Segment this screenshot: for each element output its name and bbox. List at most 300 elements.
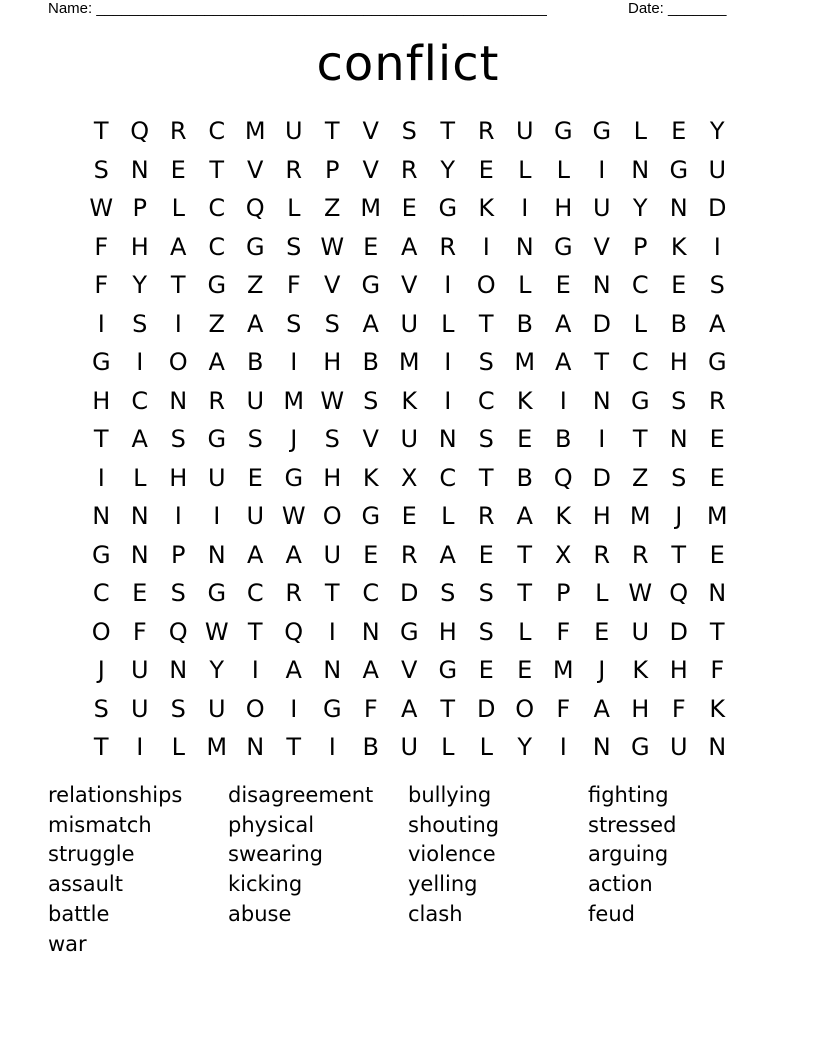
grid-letter: A [593, 694, 610, 723]
grid-letter: A [247, 309, 264, 338]
grid-letter: W [204, 617, 229, 646]
grid-letter: I [251, 656, 259, 684]
grid-row [82, 536, 742, 575]
grid-letter: G [91, 540, 111, 569]
grid-letter: G [91, 348, 111, 376]
grid-letter: U [207, 463, 226, 492]
grid-letter: G [207, 579, 227, 607]
grid-letter: M [206, 733, 228, 761]
grid-letter: I [482, 232, 490, 261]
grid-letter: V [362, 155, 379, 184]
grid-letter: T [209, 155, 225, 184]
grid-letter: G [361, 502, 381, 530]
grid-letter: L [556, 155, 570, 184]
grid-letter: C [439, 463, 457, 492]
grid-row [82, 728, 742, 767]
grid-letter: Q [669, 579, 689, 607]
grid-letter: R [400, 540, 418, 569]
grid-letter: G [553, 232, 573, 261]
grid-letter: E [132, 579, 148, 607]
grid-letter: T [93, 117, 109, 145]
grid-letter: M [514, 348, 536, 376]
word-list-item: assault [48, 872, 123, 897]
grid-letter: E [671, 271, 687, 299]
grid-letter: E [401, 194, 417, 222]
grid-letter: I [97, 309, 105, 338]
grid-letter: G [438, 194, 458, 222]
grid-letter: A [555, 309, 572, 338]
grid-letter: E [517, 425, 533, 453]
grid-letter: S [440, 579, 456, 607]
word-list-item: physical [228, 812, 315, 837]
grid-letter: N [169, 386, 188, 415]
grid-letter: V [401, 656, 418, 684]
grid-letter: Y [209, 656, 225, 684]
grid-row [82, 497, 742, 536]
grid-letter: F [363, 694, 378, 723]
grid-letter: I [174, 309, 182, 338]
grid-letter: Z [632, 463, 649, 492]
grid-letter: L [287, 194, 301, 222]
grid-letter: T [286, 733, 302, 761]
grid-letter: R [285, 579, 303, 607]
grid-letter: S [478, 348, 494, 376]
grid-letter: K [362, 463, 379, 492]
grid-letter: I [136, 348, 144, 376]
grid-letter: K [401, 386, 418, 415]
grid-letter: U [130, 656, 149, 684]
grid-letter: L [441, 502, 455, 530]
grid-letter: Q [245, 194, 265, 222]
grid-letter: R [631, 540, 649, 569]
word-list-item: battle [48, 901, 110, 926]
page-title: conflict [316, 36, 500, 92]
grid-letter: T [671, 540, 687, 569]
word-list-item: arguing [588, 842, 669, 867]
grid-letter: J [97, 656, 105, 684]
grid-letter: S [170, 579, 186, 607]
grid-letter: C [246, 579, 264, 607]
grid-letter: G [322, 694, 342, 723]
grid-letter: N [592, 386, 611, 415]
grid-letter: N [669, 194, 688, 222]
grid-letter: U [130, 694, 149, 723]
grid-letter: B [247, 348, 264, 376]
grid-letter: H [554, 194, 573, 222]
grid-letter: U [592, 194, 611, 222]
word-list-item: stressed [588, 812, 677, 837]
grid-letter: T [594, 348, 610, 376]
grid-letter: K [478, 194, 495, 222]
grid-letter: Z [247, 271, 264, 299]
grid-row [82, 266, 742, 305]
grid-letter: C [92, 579, 110, 607]
grid-letter: C [131, 386, 149, 415]
grid-letter: R [708, 386, 726, 415]
word-list-item: fighting [588, 783, 669, 807]
word-list-item: feud [588, 901, 635, 926]
grid-letter: K [709, 694, 726, 723]
grid-letter: C [208, 117, 226, 145]
grid-row [82, 112, 742, 151]
grid-letter: N [438, 425, 457, 453]
date-field-label: Date: _______ [628, 0, 727, 17]
grid-letter: I [97, 463, 105, 492]
grid-letter: U [284, 117, 303, 145]
grid-letter: T [440, 694, 456, 723]
grid-letter: I [521, 194, 529, 222]
grid-letter: S [478, 579, 494, 607]
grid-letter: Q [553, 463, 573, 492]
grid-letter: P [171, 540, 186, 569]
grid-letter: R [169, 117, 187, 145]
grid-letter: H [669, 656, 688, 684]
grid-letter: H [92, 386, 111, 415]
grid-letter: S [93, 155, 109, 184]
grid-letter: U [246, 502, 265, 530]
grid-row [82, 343, 742, 382]
grid-letter: E [363, 540, 379, 569]
grid-letter: R [477, 502, 495, 530]
grid-letter: I [290, 694, 298, 723]
grid-letter: R [477, 117, 495, 145]
grid-letter: E [478, 540, 494, 569]
grid-letter: B [555, 425, 572, 453]
grid-letter: A [285, 656, 302, 684]
grid-letter: Y [632, 194, 648, 222]
grid-letter: P [633, 232, 648, 261]
grid-letter: U [708, 155, 727, 184]
grid-letter: G [707, 348, 727, 376]
grid-letter: P [556, 579, 571, 607]
grid-letter: C [631, 348, 649, 376]
grid-letter: S [324, 309, 340, 338]
grid-letter: S [401, 117, 417, 145]
grid-letter: D [669, 617, 688, 646]
grid-letter: I [444, 348, 452, 376]
grid-letter: G [207, 425, 227, 453]
word-list-item: struggle [48, 842, 135, 867]
name-field-label: Name: ______________________________________________________ [48, 0, 547, 17]
grid-letter: W [89, 194, 114, 222]
grid-letter: Y [132, 271, 148, 299]
grid-letter: D [592, 309, 611, 338]
grid-letter: E [517, 656, 533, 684]
grid-letter: L [441, 733, 455, 761]
grid-letter: T [478, 309, 494, 338]
grid-letter: U [400, 309, 419, 338]
grid-letter: V [362, 425, 379, 453]
grid-letter: U [515, 117, 534, 145]
grid-letter: T [709, 617, 725, 646]
grid-letter: A [439, 540, 456, 569]
grid-letter: C [362, 579, 380, 607]
grid-row [82, 690, 742, 729]
grid-letter: H [130, 232, 149, 261]
grid-letter: Z [324, 194, 341, 222]
grid-letter: E [709, 425, 725, 453]
grid-letter: O [515, 694, 535, 723]
grid-letter: F [132, 617, 147, 646]
grid-letter: B [362, 348, 379, 376]
letter-grid [82, 112, 742, 767]
grid-letter: F [94, 232, 109, 261]
grid-letter: G [438, 656, 458, 684]
grid-letter: U [669, 733, 688, 761]
grid-letter: A [555, 348, 572, 376]
word-list-item: relationships [48, 783, 183, 807]
grid-letter: N [246, 733, 265, 761]
grid-letter: G [630, 386, 650, 415]
grid-letter: R [439, 232, 457, 261]
grid-letter: U [631, 617, 650, 646]
grid-letter: Z [208, 309, 225, 338]
grid-letter: N [592, 733, 611, 761]
grid-letter: U [207, 694, 226, 723]
grid-letter: T [247, 617, 263, 646]
grid-letter: H [669, 348, 688, 376]
grid-letter: E [709, 540, 725, 569]
grid-letter: W [320, 232, 345, 261]
grid-letter: H [592, 502, 611, 530]
grid-letter: F [671, 694, 686, 723]
grid-letter: U [400, 733, 419, 761]
grid-row [82, 305, 742, 344]
grid-letter: K [670, 232, 687, 261]
grid-letter: W [628, 579, 653, 607]
grid-letter: R [285, 155, 303, 184]
grid-letter: B [516, 309, 533, 338]
grid-letter: N [708, 579, 727, 607]
grid-letter: S [132, 309, 148, 338]
word-list-item: yelling [408, 872, 478, 897]
grid-row [82, 382, 742, 421]
word-list-item: mismatch [48, 812, 152, 837]
grid-letter: T [632, 425, 648, 453]
grid-letter: I [598, 155, 606, 184]
grid-letter: L [518, 617, 532, 646]
grid-letter: U [323, 540, 342, 569]
grid-letter: A [362, 656, 379, 684]
grid-letter: F [556, 617, 571, 646]
grid-letter: T [517, 540, 533, 569]
grid-letter: D [477, 694, 496, 723]
grid-letter: B [516, 463, 533, 492]
grid-letter: N [130, 540, 149, 569]
grid-letter: H [169, 463, 188, 492]
grid-letter: W [281, 502, 306, 530]
grid-letter: A [170, 232, 187, 261]
grid-letter: S [286, 232, 302, 261]
grid-letter: L [518, 271, 532, 299]
grid-letter: I [559, 386, 567, 415]
grid-letter: I [713, 232, 721, 261]
grid-letter: N [92, 502, 111, 530]
grid-letter: L [133, 463, 147, 492]
grid-letter: G [669, 155, 689, 184]
grid-letter: N [130, 502, 149, 530]
grid-letter: J [290, 425, 298, 453]
grid-letter: O [245, 694, 265, 723]
grid-letter: I [444, 271, 452, 299]
grid-letter: E [401, 502, 417, 530]
header [48, 0, 748, 22]
grid-letter: E [594, 617, 610, 646]
grid-row [82, 574, 742, 613]
grid-letter: E [478, 656, 494, 684]
word-list-item: abuse [228, 901, 292, 926]
grid-letter: F [556, 694, 571, 723]
grid-letter: V [247, 155, 264, 184]
grid-letter: U [400, 425, 419, 453]
grid-letter: S [324, 425, 340, 453]
grid-letter: N [130, 155, 149, 184]
grid-row [82, 651, 742, 690]
grid-letter: L [633, 309, 647, 338]
grid-letter: M [398, 348, 420, 376]
grid-letter: B [362, 733, 379, 761]
grid-letter: Y [517, 733, 533, 761]
grid-letter: W [320, 386, 345, 415]
grid-letter: I [290, 348, 298, 376]
grid-letter: N [669, 425, 688, 453]
grid-letter: S [170, 425, 186, 453]
grid-letter: U [246, 386, 265, 415]
grid-letter: A [362, 309, 379, 338]
grid-letter: L [633, 117, 647, 145]
grid-letter: S [671, 463, 687, 492]
grid-letter: Y [709, 117, 725, 145]
grid-letter: T [324, 579, 340, 607]
grid-letter: O [322, 502, 342, 530]
grid-letter: M [552, 656, 574, 684]
grid-letter: D [400, 579, 419, 607]
grid-letter: F [710, 656, 725, 684]
grid-letter: G [284, 463, 304, 492]
grid-letter: M [706, 502, 728, 530]
grid-letter: A [285, 540, 302, 569]
word-list-item: action [588, 872, 653, 897]
grid-letter: R [400, 155, 418, 184]
grid-letter: O [91, 617, 111, 646]
word-list-item: violence [408, 842, 496, 867]
grid-letter: A [247, 540, 264, 569]
grid-letter: E [671, 117, 687, 145]
grid-letter: L [441, 309, 455, 338]
grid-letter: E [247, 463, 263, 492]
grid-letter: I [444, 386, 452, 415]
grid-letter: K [632, 656, 649, 684]
grid-letter: E [363, 232, 379, 261]
grid-letter: T [440, 117, 456, 145]
grid-letter: L [479, 733, 493, 761]
grid-letter: N [207, 540, 226, 569]
grid-letter: S [170, 694, 186, 723]
grid-letter: H [323, 463, 342, 492]
word-list-item: bullying [408, 783, 492, 807]
grid-letter: S [93, 694, 109, 723]
grid-letter: G [553, 117, 573, 145]
grid-letter: J [598, 656, 606, 684]
grid-letter: X [401, 463, 418, 492]
grid-letter: A [401, 694, 418, 723]
grid-letter: T [93, 425, 109, 453]
grid-letter: P [132, 194, 147, 222]
grid-letter: M [629, 502, 651, 530]
grid-letter: C [208, 194, 226, 222]
grid-letter: N [169, 656, 188, 684]
grid-letter: H [438, 617, 457, 646]
grid-row [82, 151, 742, 190]
grid-letter: M [360, 194, 382, 222]
grid-letter: G [207, 271, 227, 299]
grid-letter: Q [130, 117, 150, 145]
grid-letter: V [401, 271, 418, 299]
grid-letter: K [555, 502, 572, 530]
word-list [48, 781, 768, 959]
grid-letter: T [93, 733, 109, 761]
grid-letter: T [170, 271, 186, 299]
grid-letter: Y [440, 155, 456, 184]
grid-letter: O [168, 348, 188, 376]
grid-letter: R [593, 540, 611, 569]
grid-letter: C [477, 386, 495, 415]
grid-letter: T [324, 117, 340, 145]
grid-letter: S [478, 425, 494, 453]
grid-letter: N [631, 155, 650, 184]
word-list-item: clash [408, 901, 463, 926]
grid-letter: D [592, 463, 611, 492]
grid-letter: Q [168, 617, 188, 646]
grid-letter: S [247, 425, 263, 453]
grid-letter: K [516, 386, 533, 415]
grid-letter: A [516, 502, 533, 530]
grid-letter: V [362, 117, 379, 145]
grid-letter: S [671, 386, 687, 415]
grid-letter: E [555, 271, 571, 299]
grid-letter: I [559, 733, 567, 761]
grid-letter: T [478, 463, 494, 492]
grid-letter: A [401, 232, 418, 261]
grid-letter: X [555, 540, 572, 569]
grid-letter: L [171, 733, 185, 761]
grid-letter: C [631, 271, 649, 299]
grid-letter: L [595, 579, 609, 607]
grid-letter: I [598, 425, 606, 453]
grid-letter: L [518, 155, 532, 184]
grid-letter: C [208, 232, 226, 261]
grid-letter: M [244, 117, 266, 145]
grid-letter: I [213, 502, 221, 530]
grid-letter: I [174, 502, 182, 530]
grid-letter: G [592, 117, 612, 145]
grid-letter: N [323, 656, 342, 684]
grid-letter: F [94, 271, 109, 299]
grid-letter: H [323, 348, 342, 376]
grid-letter: B [670, 309, 687, 338]
grid-letter: S [363, 386, 379, 415]
grid-letter: N [708, 733, 727, 761]
grid-letter: J [675, 502, 683, 530]
grid-letter: V [324, 271, 341, 299]
grid-letter: S [286, 309, 302, 338]
grid-letter: L [171, 194, 185, 222]
word-list-item: disagreement [228, 783, 374, 807]
grid-letter: F [286, 271, 301, 299]
grid-letter: A [131, 425, 148, 453]
grid-letter: A [709, 309, 726, 338]
grid-letter: M [283, 386, 305, 415]
